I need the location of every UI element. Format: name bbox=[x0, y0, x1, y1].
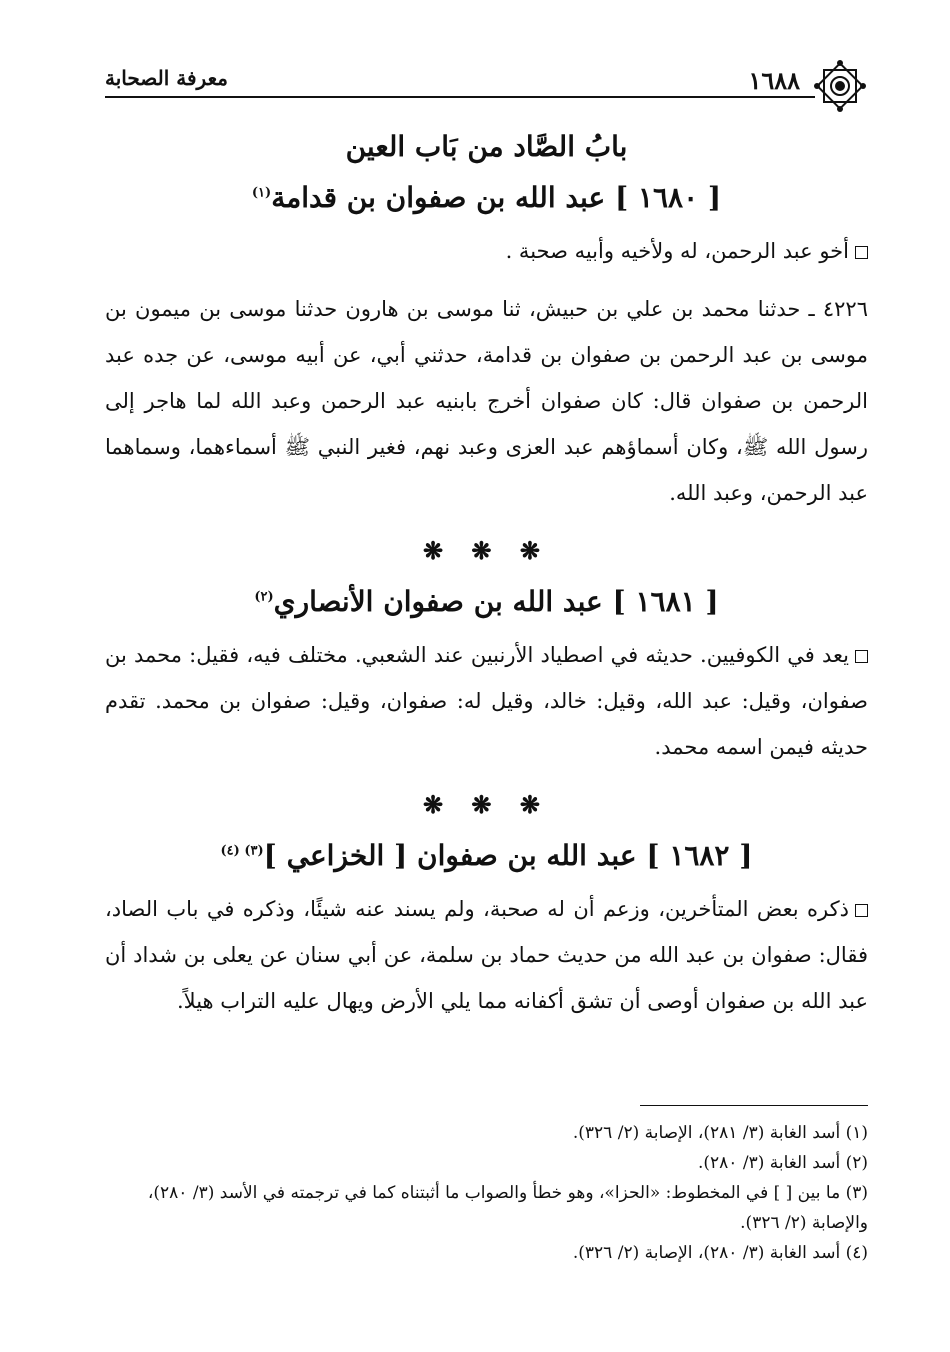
footnote-divider bbox=[640, 1105, 868, 1106]
entry-note bbox=[105, 886, 868, 1024]
page-number: ١٦٨٨ bbox=[748, 66, 800, 95]
running-title: معرفة الصحابة bbox=[105, 66, 228, 90]
footnotes bbox=[105, 1118, 868, 1268]
square-bullet-icon bbox=[855, 650, 868, 663]
footnote: (٢) أسد الغابة (٣/ ٢٨٠). bbox=[697, 1153, 868, 1173]
chapter-title: بابُ الصَّاد من بَاب العين bbox=[345, 130, 628, 163]
footnote-ref: (١) bbox=[251, 185, 272, 201]
entry-note-text: يعد في الكوفيين. حديثه في اصطياد الأرنبين عند الشعبي. مختلف فيه، فقيل: محمد بن صفوان، وقيل: عبد الله، وقيل: خالد، وقيل له: صفوان، وقيل: صفوان بن محمد. تقدم حديثه فيمن اسمه محمد. bbox=[105, 643, 868, 759]
footnote: (١) أسد الغابة (٣/ ٢٨١)، الإصابة (٢/ ٣٢٦). bbox=[572, 1123, 868, 1143]
entry-heading-text: [ ١٦٨٠ ] عبد الله بن صفوان بن قدامة bbox=[271, 181, 722, 214]
footnote-ref: (٣) (٤) bbox=[220, 843, 264, 859]
entry-heading bbox=[105, 839, 868, 872]
footnote-ref: (٢) bbox=[254, 589, 274, 605]
entry-heading bbox=[105, 181, 868, 214]
entry-heading-text: [ ١٦٨١ ] عبد الله بن صفوان الأنصاري bbox=[273, 585, 719, 618]
page-body bbox=[105, 130, 868, 1036]
section-separator: ❋ ❋ ❋ bbox=[422, 790, 551, 819]
square-bullet-icon bbox=[855, 246, 868, 259]
page-header bbox=[105, 58, 868, 98]
entry-note bbox=[105, 632, 868, 770]
entry-note bbox=[105, 228, 868, 274]
entry-heading-text: [ ١٦٨٢ ] عبد الله بن صفوان [ الخزاعي ] bbox=[263, 839, 753, 872]
hadith-text: ٤٢٢٦ ـ حدثنا محمد بن علي بن حبيش، ثنا موسى بن هارون حدثنا موسى بن ميمون بن موسى بن عبد الرحمن بن صفوان بن قدامة، حدثني أبي، عن أبيه موسى، عن جده عبد الرحمن بن صفوان قال: كان صفوان أخرج بابنيه عبد الرحمن وعبد الله لما هاجر إلى رسول الله ﷺ، وكان أسماؤهم عبد العزى وعبد نهم، فغير النبي ﷺ أسماءهما، وسماهما عبد الرحمن، وعبد الله. bbox=[105, 297, 868, 505]
entry-heading bbox=[105, 585, 868, 618]
entry-note-text: ذكره بعض المتأخرين، وزعم أن له صحبة، ولم يسند عنه شيئًا، وذكره في باب الصاد، فقال: صفوان بن عبد الله من حديث حماد بن سلمة، عن أبي سنان عن يعلى بن شداد أن عبد الله بن صفوان أوصى أن تشق أكفانه مما يلي الأرض ويهال عليه التراب هيلاً. bbox=[105, 897, 868, 1013]
square-bullet-icon bbox=[855, 904, 868, 917]
footnote: (٣) ما بين [ ] في المخطوط: «الحزا»، وهو خطأ والصواب ما أثبتناه كما في ترجمته في الأسد (٣/ ٢٨٠)، والإصابة (٢/ ٣٢٦). bbox=[147, 1183, 868, 1233]
footnote: (٤) أسد الغابة (٣/ ٢٨٠)، الإصابة (٢/ ٣٢٦). bbox=[572, 1243, 868, 1263]
entry-note-text: أخو عبد الرحمن، له ولأخيه وأبيه صحبة . bbox=[505, 239, 849, 263]
octagram-ornament-icon bbox=[812, 58, 868, 114]
header-divider bbox=[105, 96, 815, 98]
section-separator: ❋ ❋ ❋ bbox=[422, 536, 551, 565]
